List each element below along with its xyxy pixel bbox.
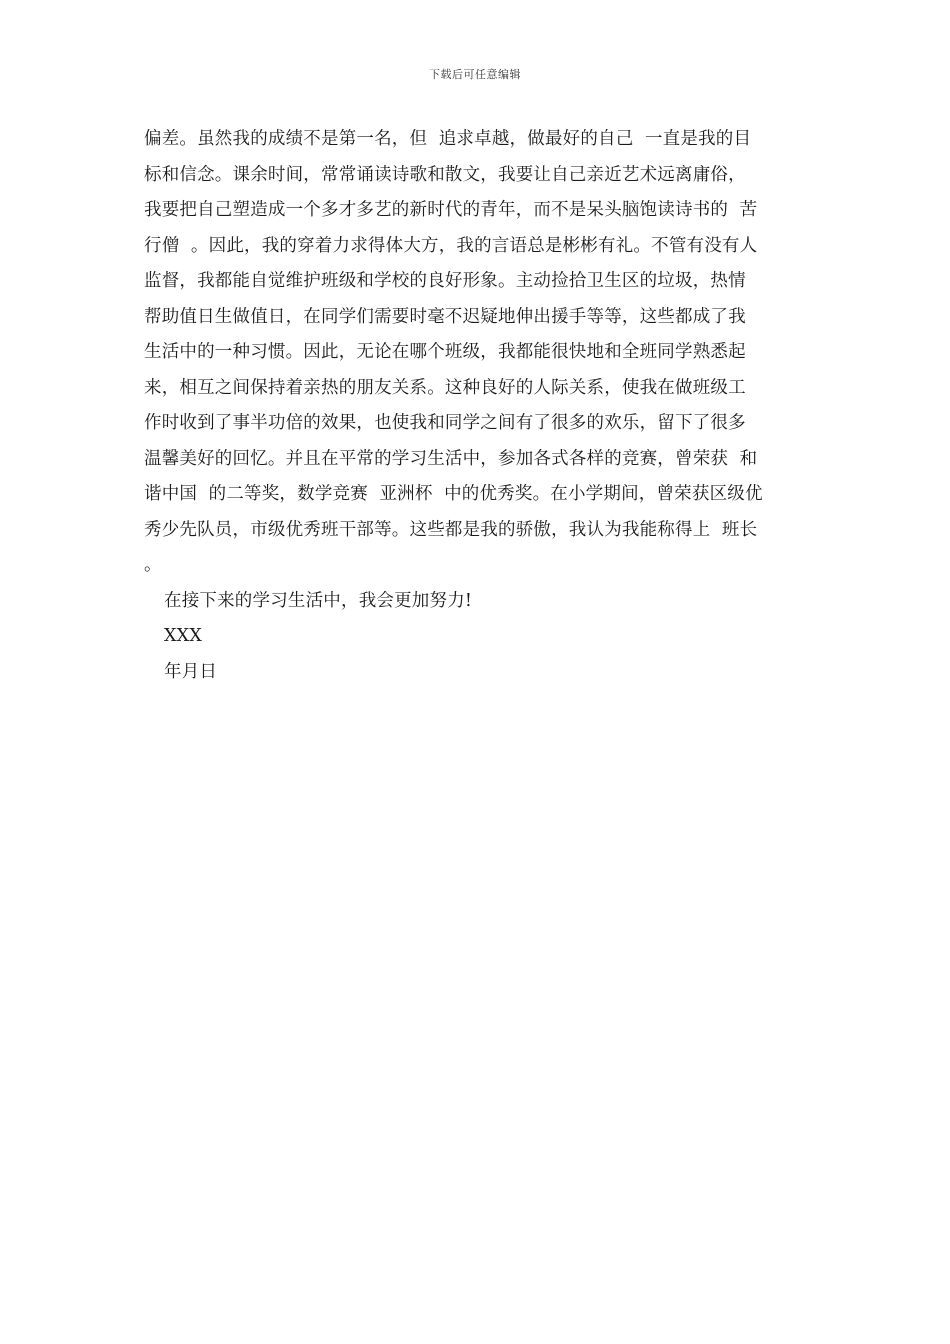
- body-line: 偏差。虽然我的成绩不是第一名，但 追求卓越，做最好的自己 一直是我的目: [144, 129, 752, 149]
- body-line: 行僧 。因此，我的穿着力求得体大方，我的言语总是彬彬有礼。不管有没有人: [144, 235, 758, 256]
- body-line: 作时收到了事半功倍的效果，也使我和同学之间有了很多的欢乐，留下了很多: [144, 413, 746, 433]
- signature-name: XXX: [164, 626, 202, 646]
- body-line: 标和信念。课余时间，常常诵读诗歌和散文，我要让自己亲近艺术远离庸俗，: [144, 164, 746, 185]
- body-line: 谐中国 的二等奖，数学竞赛 亚洲杯 中的优秀奖。在小学期间，曾荣获区级优: [144, 484, 763, 504]
- body-line: 我要把自己塑造成一个多才多艺的新时代的青年，而不是呆头脑饱读诗书的 苦: [144, 200, 758, 220]
- letter-body: [144, 122, 808, 690]
- body-line: 监督，我都能自觉维护班级和学校的良好形象。主动捡拾卫生区的垃圾，热情: [144, 271, 746, 291]
- header-note: 下载后可任意编辑: [429, 68, 521, 81]
- body-line: 温馨美好的回忆。并且在平常的学习生活中，参加各式各样的竞赛，曾荣获 和: [144, 448, 758, 469]
- signature-date: 年月日: [164, 661, 218, 682]
- body-line: 。: [144, 555, 162, 575]
- closing-sentence: 在接下来的学习生活中，我会更加努力!: [164, 590, 473, 611]
- body-line: 秀少先队员，市级优秀班干部等。这些都是我的骄傲，我认为我能称得上 班长: [144, 519, 758, 540]
- body-line: 帮助值日生做值日，在同学们需要时毫不迟疑地伸出援手等等，这些都成了我: [144, 306, 746, 327]
- body-line: 来，相互之间保持着亲热的朋友关系。这种良好的人际关系，使我在做班级工: [144, 377, 746, 398]
- body-line: 生活中的一种习惯。因此，无论在哪个班级，我都能很快地和全班同学熟悉起: [144, 342, 746, 362]
